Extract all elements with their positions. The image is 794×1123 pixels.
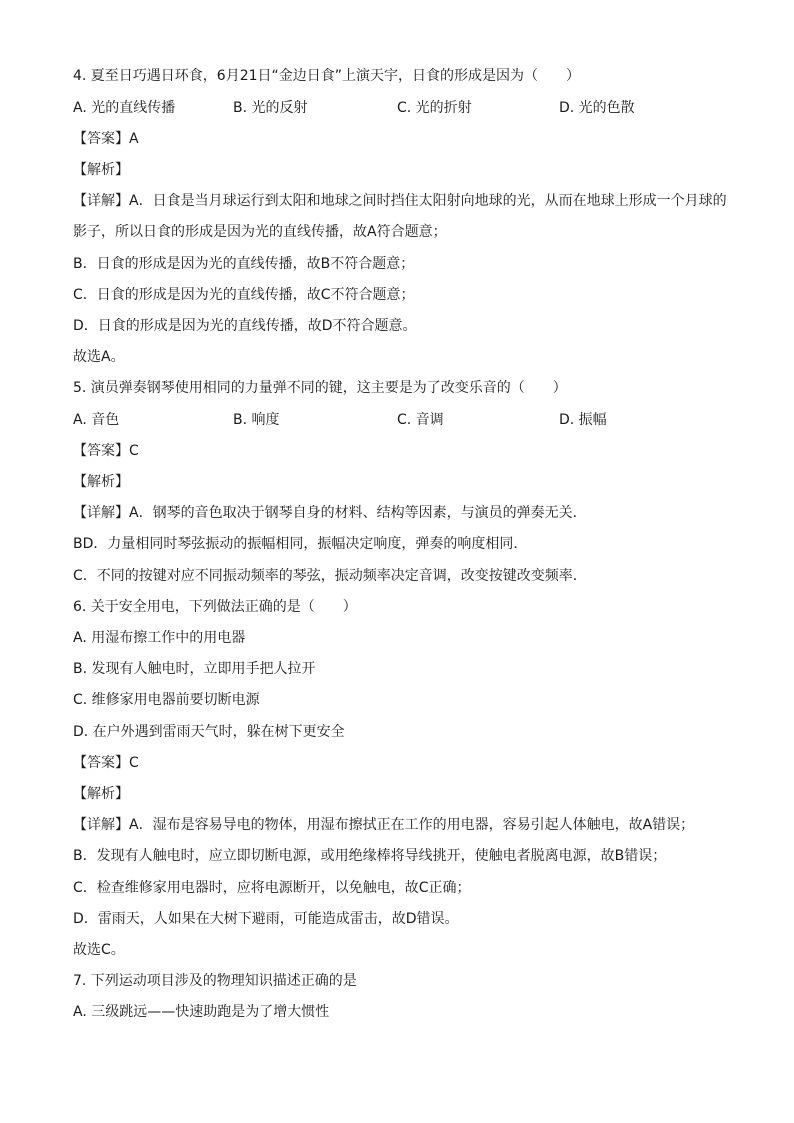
q6-detail-line: D．雷雨天，人如果在大树下避雨，可能造成雷击，故D错误。 [73,911,459,927]
q6-answer: 【答案】C [73,755,139,771]
q4-options [73,98,753,118]
q4-detail-line: 影子，所以日食的形成是因为光的直线传播，故A符合题意； [73,224,447,240]
q4-detail-line: D．日食的形成是因为光的直线传播，故D不符合题意。 [73,318,417,334]
q5-option-c: C. 音调 [397,412,444,428]
q5-detail-line: C．不同的按键对应不同振动频率的琴弦，振动频率决定音调，改变按键改变频率． [73,568,587,584]
q6-detail-line: C．检查维修家用电器时，应将电源断开，以免触电，故C正确； [73,880,471,896]
q4-analysis-heading: 【解析】 [73,162,129,178]
q5-answer: 【答案】C [73,443,139,459]
q4-detail-line: B．日食的形成是因为光的直线传播，故B不符合题意； [73,256,415,272]
q6-analysis-heading: 【解析】 [73,786,129,802]
q4-stem: 4. 夏至日巧遇日环食，6月21日“金边日食”上演天宇，日食的形成是因为（ ） [73,68,581,84]
q4-detail-line: C．日食的形成是因为光的直线传播，故C不符合题意； [73,287,415,303]
q4-option-a: A. 光的直线传播 [73,100,176,116]
q4-answer: 【答案】A [73,131,139,147]
q6-option-c: C. 维修家用电器前要切断电源 [73,692,260,708]
q5-option-a: A. 音色 [73,412,120,428]
q5-detail-line: 【详解】A．钢琴的音色取决于钢琴自身的材料、结构等因素，与演员的弹奏无关． [73,505,587,521]
q5-option-b: B. 响度 [233,412,280,428]
q6-detail-line: 【详解】A．湿布是容易导电的物体，用湿布擦拭正在工作的用电器，容易引起人体触电，故A错误； [73,817,695,833]
q7-stem: 7. 下列运动项目涉及的物理知识描述正确的是 [73,973,357,989]
q4-option-b: B. 光的反射 [233,100,308,116]
q5-detail-line: BD．力量相同时琴弦振动的振幅相同，振幅决定响度，弹奏的响度相同． [73,536,528,552]
q5-stem: 5. 演员弹奏钢琴使用相同的力量弹不同的键，这主要是为了改变乐音的（ ） [73,380,567,396]
q6-detail-line: B．发现有人触电时，应立即切断电源，或用绝缘棒将导线挑开，使触电者脱离电源，故B错误； [73,848,667,864]
q6-option-d: D. 在户外遇到雷雨天气时，躲在树下更安全 [73,724,345,740]
q6-stem: 6. 关于安全用电，下列做法正确的是（ ） [73,599,357,615]
q4-option-c: C. 光的折射 [397,100,472,116]
q7-option-a: A. 三级跳远——快速助跑是为了增大惯性 [73,1004,330,1020]
q6-option-b: B. 发现有人触电时，立即用手把人拉开 [73,661,316,677]
q4-detail-line: 【详解】A．日食是当月球运行到太阳和地球之间时挡住太阳射向地球的光，从而在地球上形成一个月球的 [73,193,727,209]
q5-option-d: D. 振幅 [559,412,607,428]
q4-option-d: D. 光的色散 [559,100,635,116]
q5-options [73,410,753,430]
q6-option-a: A. 用湿布擦工作中的用电器 [73,630,246,646]
q4-conclusion: 故选A。 [73,349,125,365]
q5-analysis-heading: 【解析】 [73,474,129,490]
q6-conclusion: 故选C。 [73,942,125,958]
